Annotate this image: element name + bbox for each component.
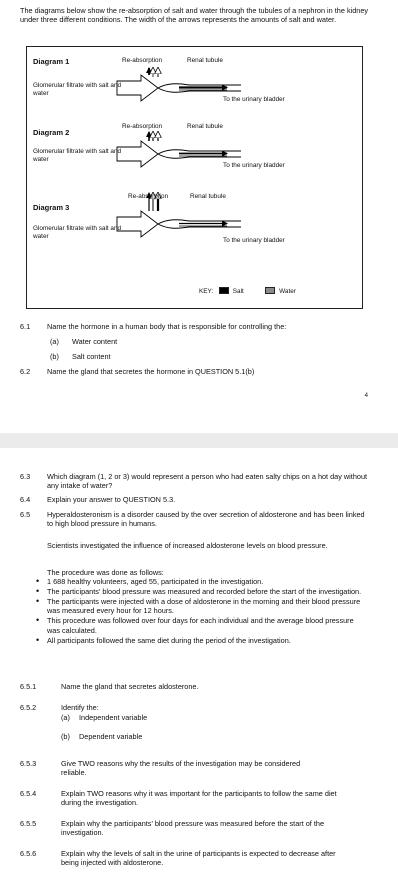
q6-5-2-b-tag: (b) [61,732,70,741]
q6-5-2-a-tag: (a) [61,713,70,722]
q6-1-b-text: Salt content [72,352,111,361]
diagram-2-title: Diagram 2 [33,128,70,137]
q6-4-number: 6.4 [20,495,31,504]
q6-5-5-text: Explain why the participants' blood pressure was measured before the start of the investigation. [61,819,325,838]
key-label: KEY: [199,288,214,295]
diagram-3-tubule-label: Renal tubule [190,193,226,200]
q6-1-a [50,337,117,346]
q6-5-2-number: 6.5.2 [20,703,37,712]
q6-1-a-tag: (a) [50,337,59,346]
key-water-label: Water [279,288,296,295]
intro-text: The diagrams below show the re-absorption of salt and water through the tubules of a nephron in the kidney under three different conditions. The width of the arrows represents the amounts of salt and water. [20,6,369,25]
salt-swatch [219,287,229,294]
q6-5-3-number: 6.5.3 [20,759,37,768]
diagram-3-title: Diagram 3 [33,203,70,212]
diagram-3-reabsorption-label: Re-absorption [128,193,169,200]
diagram-2-bladder-label: To the urinary bladder [223,162,285,169]
q6-2-number: 6.2 [20,367,31,376]
q6-2-text: Name the gland that secretes the hormone in QUESTION 5.1(b) [47,367,255,376]
water-swatch [265,287,275,294]
q6-5-number: 6.5 [20,510,31,519]
q6-5-1-number: 6.5.1 [20,682,37,691]
q6-5-2-a [61,713,147,722]
diagram-2-reabsorption-label: Re-absorption [122,123,163,130]
procedure-bullet: • This procedure was followed over four days for each individual and the average blood pressure was calculated. [36,616,366,634]
diagram-2-filtrate-label: Glomerular filtrate with salt and water [33,148,122,163]
key-salt-label: Salt [232,288,244,295]
q6-5-4-text: Explain TWO reasons why it was important for the participants to follow the same diet during the investigation. [61,789,337,808]
exam-page-1 [0,0,398,433]
q6-5-5-number: 6.5.5 [20,819,37,828]
q6-1-b-tag: (b) [50,352,59,361]
q6-5-6-text: Explain why the levels of salt in the urine of participants is expected to decrease after being injected with aldosterone. [61,849,336,868]
q6-5-2-text: Identify the: [61,703,99,712]
diagram-1-filtrate-label: Glomerular filtrate with salt and water [33,82,122,97]
q6-1-text: Name the hormone in a human body that is responsible for controlling the: [47,322,287,331]
procedure-bullet: • The participants were injected with a dose of aldosterone in the morning and their blood pressure was measured every hour for 12 hours. [36,597,366,615]
diagram-key [199,287,296,296]
q6-5-2-b [61,732,142,741]
q6-1-number: 6.1 [20,322,31,331]
diagram-1-title: Diagram 1 [33,57,70,66]
q6-5-6-number: 6.5.6 [20,849,37,858]
q6-5-1-text: Name the gland that secretes aldosterone. [61,682,199,691]
procedure-bullet: • 1 688 healthy volunteers, aged 55, participated in the investigation. [36,577,366,586]
q6-4-text: Explain your answer to QUESTION 5.3. [47,495,176,504]
diagram-2-tubule-label: Renal tubule [187,123,223,130]
q6-5-text: Hyperaldosteronism is a disorder caused by the over secretion of aldosterone and has been linked to high blood pressure in humans. [47,510,365,529]
diagram-1-tubule-label: Renal tubule [187,57,223,64]
q6-5-2-b-text: Dependent variable [79,732,143,741]
diagram-3-filtrate-label: Glomerular filtrate with salt and water [33,225,122,240]
procedure-bullet: • All participants followed the same diet during the period of the investigation. [36,636,366,645]
diagram-1-bladder-label: To the urinary bladder [223,96,285,103]
diagram-1-reabsorption-label: Re-absorption [122,57,163,64]
diagram-3-bladder-label: To the urinary bladder [223,237,285,244]
q6-1-a-text: Water content [72,337,118,346]
procedure-bullet-list [36,577,366,646]
q6-5-4-number: 6.5.4 [20,789,37,798]
q6-5-2-a-text: Independent variable [79,713,148,722]
page-number: 4 [364,393,368,399]
q6-3-number: 6.3 [20,472,31,481]
q6-5-3-text: Give TWO reasons why the results of the investigation may be considered reliable. [61,759,301,778]
q6-1-b [50,352,111,361]
procedure-intro: The procedure was done as follows: [47,568,164,577]
diagram-panel [26,46,363,309]
procedure-bullet: • The participants' blood pressure was measured and recorded before the start of the investigation. [36,587,366,596]
scientists-paragraph: Scientists investigated the influence of increased aldosterone levels on blood pressure. [47,541,328,550]
q6-3-text: Which diagram (1, 2 or 3) would represent a person who had eaten salty chips on a hot day without any intake of water? [47,472,368,491]
